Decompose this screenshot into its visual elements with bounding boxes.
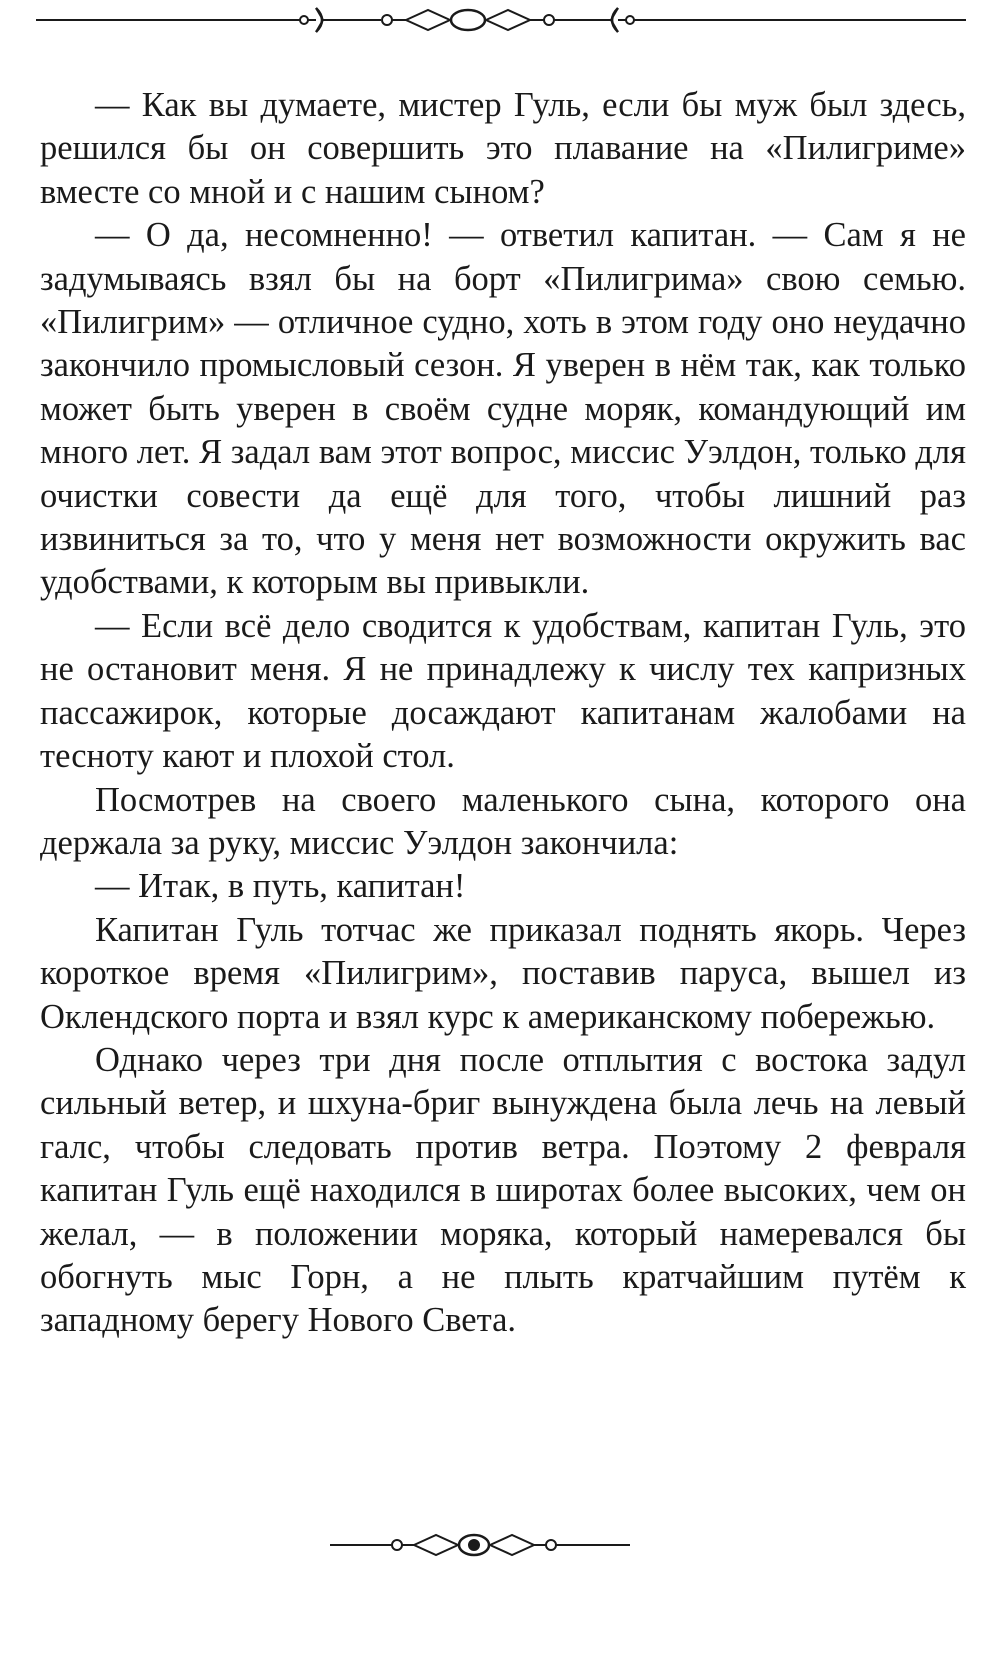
bottom-ornament-divider	[330, 1525, 670, 1565]
paragraph-7: Однако через три дня после отплытия с востока задул сильный ветер, и шхуна-бриг вынуждена была лечь на левый галс, чтобы следовать против ветра. Поэтому 2 февраля капитан Гуль ещё находился в широтах более высоких, чем он желал, — в положении моряка, который намеревался бы обогнуть мыс Горн, а не плыть кратчайшим путём к западному берегу Нового Света.	[40, 1040, 966, 1340]
paragraph-3: — Если всё дело сводится к удобствам, капитан Гуль, это не остановит меня. Я не принадлежу к числу тех капризных пассажирок, которые досаждают капитанам жалобами на тесноту кают и плохой стол.	[40, 606, 966, 776]
paragraph-4: Посмотрев на своего маленького сына, которого она держала за руку, миссис Уэлдон закончила:	[40, 780, 966, 862]
top-ornament-divider	[36, 0, 966, 40]
paragraph-2: — О да, несомненно! — ответил капитан. — Сам я не задумываясь взял бы на борт «Пилигрима» свою семью. «Пилигрим» — отличное судно, хоть в этом году оно неудачно закончило промысловый сезон. Я уверен в нём так, как только может быть уверен в своём судне моряк, командующий им много лет. Я задал вам этот вопрос, миссис Уэлдон, только для очистки совести да ещё для того, чтобы лишний раз извиниться за то, что у меня нет возможности окружить вас удобствами, к которым вы привыкли.	[40, 216, 966, 602]
paragraph-1: — Как вы думаете, мистер Гуль, если бы муж был здесь, решился бы он совершить это плавание на «Пилигриме» вместе со мной и с нашим сыном?	[40, 86, 966, 211]
paragraph-6: Капитан Гуль тотчас же приказал поднять якорь. Через короткое время «Пилигрим», поставив паруса, вышел из Оклендского порта и взял курс к американскому побережью.	[40, 910, 966, 1036]
paragraph-5: — Итак, в путь, капитан!	[95, 867, 466, 906]
body-text	[40, 84, 966, 1343]
